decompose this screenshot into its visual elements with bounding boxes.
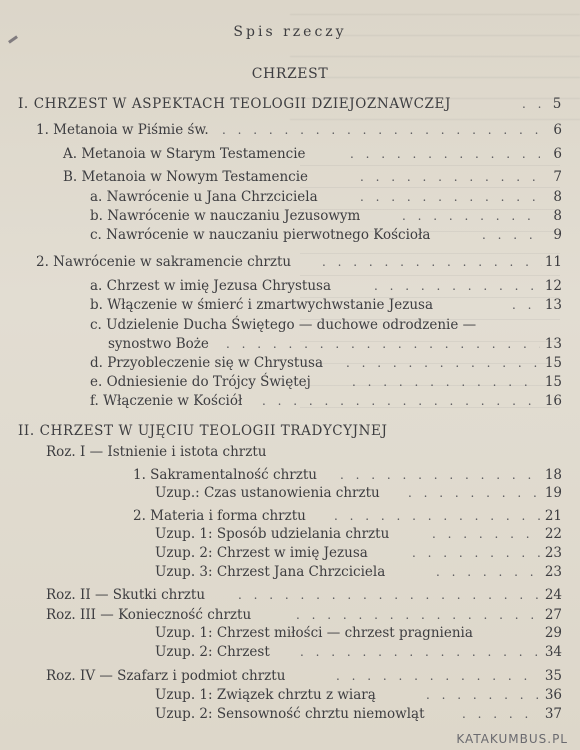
toc-page-number: 15 [544,355,562,371]
toc-page-number: 36 [544,687,562,703]
toc-entry [0,252,580,272]
toc-entry [0,391,580,411]
toc-page-number: 37 [544,706,562,722]
toc-page-number: 24 [544,587,562,603]
dot-leader [334,506,540,526]
toc-entry [0,206,580,226]
toc-entry-text: Uzup.: Czas ustanowienia chrztu [155,485,380,501]
toc-entry-text: Roz. I — Istnienie i istota chrztu [46,444,267,460]
toc-page-number: 23 [544,545,562,561]
toc-page-number: 15 [544,374,562,390]
toc-entry [0,334,580,354]
dot-leader [436,562,540,582]
toc-entry-text: Roz. IV — Szafarz i podmiot chrztu [46,668,286,684]
toc-entry [0,562,580,582]
watermark: KATAKUMBUS.PL [456,732,568,746]
toc-entry-text: Uzup. 1: Związek chrztu z wiarą [155,687,376,703]
dot-leader [226,334,540,354]
toc-entry-text: Roz. II — Skutki chrztu [46,587,206,603]
dot-leader [222,120,542,140]
dot-leader [462,704,540,724]
toc-page-number: 18 [544,467,562,483]
toc-page-number: 16 [544,393,562,409]
toc-entry-text: f. Włączenie w Kościół [90,393,243,409]
toc-entry-text: Uzup. 2: Chrzest [155,644,270,660]
dot-leader [346,353,540,373]
toc-page-number: 8 [553,208,562,224]
toc-entry [0,685,580,705]
toc-page-number: 23 [544,564,562,580]
toc-entry-text: b. Włączenie w śmierć i zmartwychwstanie Jezusa [90,297,433,313]
toc-entry [0,372,580,392]
dot-leader [402,206,540,226]
dot-leader [336,666,540,686]
toc-entry [0,506,580,526]
toc-entry [0,543,580,563]
toc-entry-text: Roz. III — Konieczność chrztu [46,607,252,623]
dot-leader [350,144,540,164]
section-title: CHRZEST [251,66,329,82]
dot-leader [322,252,542,272]
toc-entry-text: b. Nawrócenie w nauczaniu Jezusowym [90,208,361,224]
toc-page-number: 19 [544,485,562,501]
toc-entry [0,442,580,462]
toc-entry [0,167,580,187]
toc-entry-text: d. Przyobleczenie się w Chrystusa [90,355,324,371]
toc-entry-text: synostwo Boże [108,336,209,352]
toc-entry-text: Uzup. 1: Sposób udzielania chrztu [155,526,390,542]
toc-entry-text: Uzup. 2: Sensowność chrztu niemowląt [155,706,425,722]
toc-entry-text: II. CHRZEST W UJĘCIU TEOLOGII TRADYCYJNEJ [18,423,388,439]
toc-page-number: 29 [544,625,562,641]
toc-page-number: 12 [544,278,562,294]
toc-entry [0,483,580,503]
toc-page-number: 27 [544,607,562,623]
dot-leader [374,276,540,296]
dot-leader [412,543,540,563]
toc-entry [0,704,580,724]
toc-entry-text: Uzup. 1: Chrzest miłości — chrzest pragnienia [155,625,473,641]
toc-page-number: 34 [544,644,562,660]
toc-entry [0,315,580,335]
dot-leader [426,685,540,705]
toc-entry [0,605,580,625]
toc-entry-text: e. Odniesienie do Trójcy Świętej [90,374,311,390]
toc-page-number: 8 [553,189,562,205]
toc-entry-text: 1. Sakramentalność chrztu [133,467,317,483]
toc-entry [0,623,580,643]
toc-entry [0,120,580,140]
toc-entry [0,524,580,544]
dot-leader [360,187,540,207]
toc-entry-text: Uzup. 3: Chrzest Jana Chrzciciela [155,564,386,580]
toc-entry [0,225,580,245]
toc-entry-text: c. Udzielenie Ducha Świętego — duchowe odrodzenie — [90,317,477,333]
toc-page-number: 21 [544,508,562,524]
dot-leader [432,524,540,544]
dot-leader [262,391,540,411]
toc-entry-text: Uzup. 2: Chrzest w imię Jezusa [155,545,368,561]
page-title: Spis rzeczy [233,24,347,40]
toc-page-number: 22 [544,526,562,542]
toc-page-number: 11 [544,254,562,270]
toc-entry [0,94,580,114]
toc-entry-text: 2. Materia i forma chrztu [133,508,306,524]
toc-entry [0,421,580,441]
toc-entry-text: A. Metanoia w Starym Testamencie [63,146,306,162]
toc-page-number: 6 [553,122,562,138]
toc-entry-text: 2. Nawrócenie w sakramencie chrztu [36,254,292,270]
toc-entry [0,465,580,485]
toc-page-number: 13 [544,336,562,352]
dot-leader [352,372,540,392]
dot-leader [296,605,540,625]
toc-entry-text: B. Metanoia w Nowym Testamencie [63,169,309,185]
dot-leader [408,483,540,503]
dot-leader [360,167,540,187]
toc-entry [0,144,580,164]
dot-leader [300,642,540,662]
toc-entry [0,642,580,662]
toc-page-number: 13 [544,297,562,313]
toc-entry [0,666,580,686]
toc-entry-text: a. Chrzest w imię Jezusa Chrystusa [90,278,332,294]
toc-entry-text: c. Nawrócenie w nauczaniu pierwotnego Kościoła [90,227,431,243]
toc-page-number: 7 [553,169,562,185]
toc-entry-text: a. Nawrócenie u Jana Chrzciciela [90,189,318,205]
toc-page-number: 6 [553,146,562,162]
toc-entry [0,353,580,373]
dot-leader [340,465,540,485]
toc-entry [0,295,580,315]
toc-entry [0,276,580,296]
dot-leader [238,585,540,605]
toc-entry-text: I. CHRZEST W ASPEKTACH TEOLOGII DZIEJOZNAWCZEJ [18,96,451,112]
toc-page-number: 9 [553,227,562,243]
toc-entry [0,187,580,207]
toc-page-number: 5 [552,96,562,112]
toc-entry [0,585,580,605]
toc-entry-text: 1. Metanoia w Piśmie św. [36,122,209,138]
toc-page-number: 35 [544,668,562,684]
